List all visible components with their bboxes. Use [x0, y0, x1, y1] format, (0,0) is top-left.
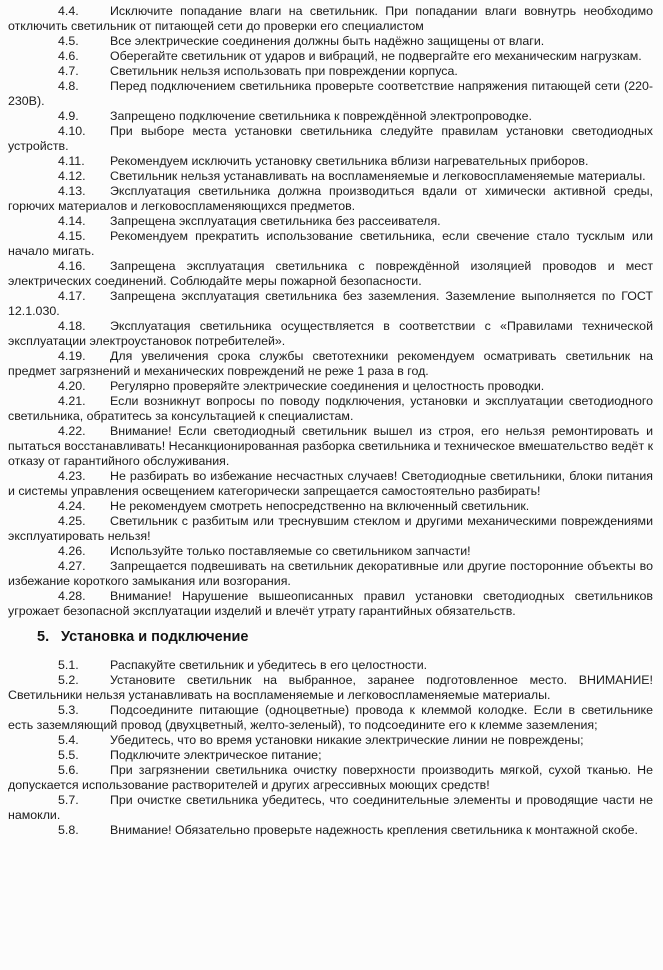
paragraph-number: 4.20.: [58, 379, 86, 393]
manual-paragraph: [8, 763, 653, 793]
paragraph-number: 5.2.: [58, 673, 79, 687]
paragraph-number: 5.4.: [58, 733, 79, 747]
paragraph-number: 4.19.: [58, 349, 86, 363]
manual-paragraph: [8, 34, 653, 49]
paragraph-text: Регулярно проверяйте электрические соединения и целостность проводки.: [110, 379, 545, 393]
paragraph-number: 4.18.: [58, 319, 86, 333]
manual-paragraph: [8, 394, 653, 424]
manual-paragraph: [8, 289, 653, 319]
paragraph-number: 4.6.: [58, 49, 79, 63]
paragraph-text: Убедитесь, что во время установки никакие электрические линии не повреждены;: [110, 733, 584, 747]
paragraph-number: 4.23.: [58, 469, 86, 483]
manual-paragraph: [8, 499, 653, 514]
paragraph-text: Распакуйте светильник и убедитесь в его целостности.: [110, 658, 428, 672]
paragraph-number: 4.4.: [58, 4, 79, 18]
manual-paragraph: [8, 49, 653, 64]
manual-paragraph: [8, 733, 653, 748]
paragraph-number: 5.6.: [58, 763, 79, 777]
paragraph-number: 4.25.: [58, 514, 86, 528]
paragraph-number: 4.14.: [58, 214, 86, 228]
paragraph-text: Запрещена эксплуатация светильника без заземления. Заземление выполняется по ГОСТ 12.1.030.: [8, 289, 653, 318]
manual-paragraph: [8, 214, 653, 229]
manual-paragraph: [8, 424, 653, 469]
paragraph-text: Исключите попадание влаги на светильник. При попадании влаги вовнутрь необходимо отключить светильник от питающей сети до проверки его специалистом: [8, 4, 653, 33]
manual-paragraph: [8, 469, 653, 499]
paragraph-text: При загрязнении светильника очистку поверхности производить мягкой, сухой тканью. Не допускается использование растворителей и других агрессивных моющих средств!: [8, 763, 653, 792]
manual-paragraph: [8, 544, 653, 559]
paragraph-text: Не рекомендуем смотреть непосредственно на включенный светильник.: [110, 499, 530, 513]
manual-paragraph: [8, 349, 653, 379]
paragraph-number: 4.12.: [58, 169, 86, 183]
paragraph-text: Эксплуатация светильника осуществляется в соответствии с «Правилами технической эксплуатации электроустановок потребителей».: [8, 319, 653, 348]
paragraph-number: 4.24.: [58, 499, 86, 513]
manual-paragraph: [8, 589, 653, 619]
paragraph-number: 4.16.: [58, 259, 86, 273]
manual-paragraph: [8, 154, 653, 169]
paragraph-number: 5.1.: [58, 658, 79, 672]
paragraph-number: 4.7.: [58, 64, 79, 78]
paragraph-number: 4.8.: [58, 79, 79, 93]
paragraph-number: 4.28.: [58, 589, 86, 603]
paragraph-text: Оберегайте светильник от ударов и вибраций, не подвергайте его механическим нагрузкам.: [110, 49, 642, 63]
paragraph-text: Светильник с разбитым или треснувшим стеклом и другими механическими повреждениями эксплуатировать нельзя!: [8, 514, 653, 543]
paragraph-text: Используйте только поставляемые со светильником запчасти!: [110, 544, 471, 558]
paragraph-text: Запрещена эксплуатация светильника без рассеивателя.: [110, 214, 441, 228]
paragraph-text: Для увеличения срока службы светотехники рекомендуем осматривать светильник на предмет загрязнений и механических повреждений не реже 1 раза в год.: [8, 349, 653, 378]
paragraph-number: 4.27.: [58, 559, 86, 573]
paragraph-text: Рекомендуем исключить установку светильника вблизи нагревательных приборов.: [110, 154, 589, 168]
section-4-safety-rules-list: [8, 4, 653, 619]
paragraph-text: Подсоедините питающие (одноцветные) провода к клеммой колодке. Если в светильнике есть заземляющий провод (двухцветный, желто-зеленый), то подсоедините его к клемме заземления;: [8, 703, 653, 732]
paragraph-number: 4.5.: [58, 34, 79, 48]
manual-paragraph: [8, 124, 653, 154]
manual-paragraph: [8, 79, 653, 109]
paragraph-text: Подключите электрическое питание;: [110, 748, 322, 762]
manual-paragraph: [8, 823, 653, 838]
paragraph-text: Светильник нельзя устанавливать на воспламеняемые и легковоспламеняемые материалы.: [110, 169, 646, 183]
manual-paragraph: [8, 229, 653, 259]
paragraph-text: Эксплуатация светильника должна производиться вдали от химически активной среды, горючих материалов и легковоспламеняющихся предметов.: [8, 184, 653, 213]
section-5-number: 5.: [37, 629, 50, 645]
paragraph-text: Внимание! Если светодиодный светильник вышел из строя, его нельзя ремонтировать и пытаться восстанавливать! Несанкционированная разборка светильника и техническое вмешательство ведёт к отказу от гарантийного обслуживания.: [8, 424, 653, 468]
manual-paragraph: [8, 673, 653, 703]
paragraph-number: 4.17.: [58, 289, 86, 303]
paragraph-text: Внимание! Нарушение вышеописанных правил установки светодиодных светильников угрожает безопасной эксплуатации изделий и влечёт утрату гарантийных обязательств.: [8, 589, 653, 618]
paragraph-text: При выборе места установки светильника следуйте правилам установки светодиодных устройств.: [8, 124, 653, 153]
manual-paragraph: [8, 4, 653, 34]
paragraph-text: Все электрические соединения должны быть надёжно защищены от влаги.: [110, 34, 545, 48]
paragraph-text: Запрещена эксплуатация светильника с повреждённой изоляцией проводов и мест электрических соединений. Соблюдайте меры пожарной безопасности.: [8, 259, 653, 288]
paragraph-text: Перед подключением светильника проверьте соответствие напряжения питающей сети (220-230В).: [8, 79, 653, 108]
manual-paragraph: [8, 319, 653, 349]
section-5-install-steps-list: [8, 658, 653, 838]
paragraph-number: 5.3.: [58, 703, 79, 717]
manual-paragraph: [8, 184, 653, 214]
manual-paragraph: [8, 703, 653, 733]
paragraph-text: Запрещено подключение светильника к повреждённой электропроводке.: [110, 109, 532, 123]
paragraph-number: 4.22.: [58, 424, 86, 438]
paragraph-number: 4.11.: [58, 154, 85, 168]
paragraph-text: Не разбирать во избежание несчастных случаев! Светодиодные светильники, блоки питания и системы управления освещением категорически запрещается самостоятельно разбирать!: [8, 469, 653, 498]
paragraph-number: 5.7.: [58, 793, 79, 807]
paragraph-number: 4.9.: [58, 109, 79, 123]
paragraph-number: 4.10.: [58, 124, 86, 138]
manual-paragraph: [8, 64, 653, 79]
paragraph-text: Запрещается подвешивать на светильник декоративные или другие посторонние объекты во избежание короткого замыкания или возгорания.: [8, 559, 653, 588]
paragraph-text: Рекомендуем прекратить использование светильника, если свечение стало тусклым или начало мигать.: [8, 229, 653, 258]
manual-paragraph: [8, 169, 653, 184]
manual-paragraph: [8, 793, 653, 823]
paragraph-text: Установите светильник на выбранное, заранее подготовленное место. ВНИМАНИЕ! Светильники нельзя устанавливать на воспламеняемые и легковоспламеняемые материалы.: [8, 673, 653, 702]
paragraph-number: 4.26.: [58, 544, 86, 558]
paragraph-number: 4.21.: [58, 394, 86, 408]
paragraph-text: Внимание! Обязательно проверьте надежность крепления светильника к монтажной скобе.: [110, 823, 638, 837]
paragraph-number: 5.5.: [58, 748, 79, 762]
paragraph-number: 4.15.: [58, 229, 86, 243]
manual-paragraph: [8, 658, 653, 673]
manual-paragraph: [8, 514, 653, 544]
section-5-heading: [8, 628, 653, 646]
paragraph-text: Если возникнут вопросы по поводу подключения, установки и эксплуатации светодиодного светильника, обратитесь за консультацией к специалистам.: [8, 394, 653, 423]
manual-paragraph: [8, 109, 653, 124]
manual-paragraph: [8, 379, 653, 394]
paragraph-text: Светильник нельзя использовать при повреждении корпуса.: [110, 64, 458, 78]
paragraph-text: При очистке светильника убедитесь, что соединительные элементы и проводящие части не намокли.: [8, 793, 653, 822]
manual-paragraph: [8, 259, 653, 289]
manual-paragraph: [8, 559, 653, 589]
paragraph-number: 5.8.: [58, 823, 79, 837]
section-5-title: Установка и подключение: [61, 629, 249, 645]
paragraph-number: 4.13.: [58, 184, 86, 198]
manual-paragraph: [8, 748, 653, 763]
